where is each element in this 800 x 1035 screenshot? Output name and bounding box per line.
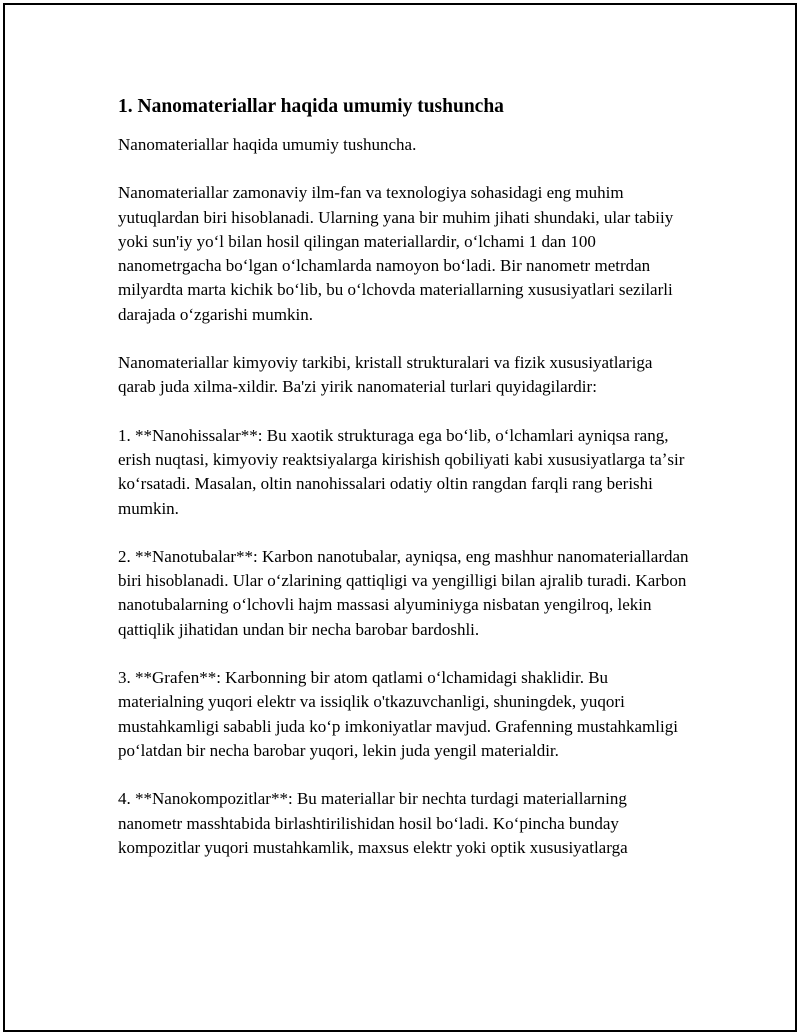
definition-paragraph: Nanomateriallar zamonaviy ilm-fan va texnologiya sohasidagi eng muhim yutuqlardan biri hisoblanadi. Ularning yana bir muhim jihati shundaki, ular tabiiy yoki sun'iy yoʻl bilan hosil qilingan materiallardir, oʻlchami 1 dan 100 nanometrgacha boʻlgan oʻlchamlarda namoyon boʻladi. Bir nanometr metrdan milyardta marta kichik boʻlib, bu oʻlchovda materiallarning xususiyatlari sezilarli darajada oʻzgarishi mumkin. — [118, 183, 674, 324]
list-item-nanotubalar: 2. **Nanotubalar**: Karbon nanotubalar, ayniqsa, eng mashhur nanomateriallardan biri hisoblanadi. Ular oʻzlarining qattiqligi va yengilligi bilan ajralib turadi. Karbon nanotubalarning oʻlchovli hajm massasi alyuminiyga nisbatan yengilroq, lekin qattiqlik jihatidan undan bir necha barobar bardoshli. — [118, 546, 689, 639]
document-body — [118, 95, 690, 884]
list-item-nanohissalar: 1. **Nanohissalar**: Bu xaotik strukturaga ega boʻlib, oʻlchamlari ayniqsa rang, erish nuqtasi, kimyoviy reaktsiyalarga kirishish qobiliyati kabi xususiyatlarga taʼsir koʻrsatadi. Masalan, oltin nanohissalari odatiy oltin rangdan farqli rang berishi mumkin. — [118, 425, 685, 518]
list-item-grafen: 3. **Grafen**: Karbonning bir atom qatlami oʻlchamidagi shaklidir. Bu materialning yuqori elektr va issiqlik o'tkazuvchanligi, shuningdek, yuqori mustahkamligi sababli juda koʻp imkoniyatlar mavjud. Grafenning mustahkamligi poʻlatdan bir necha barobar yuqori, lekin juda yengil materialdir. — [118, 668, 678, 760]
list-item-nanokompozitlar: 4. **Nanokompozitlar**: Bu materiallar bir nechta turdagi materiallarning nanometr masshtabida birlashtirilishidan hosil boʻladi. Koʻpincha bunday kompozitlar yuqori mustahkamlik, maxsus elektr yoki optik xususiyatlarga — [118, 789, 628, 857]
classification-paragraph: Nanomateriallar kimyoviy tarkibi, kristall strukturalari va fizik xususiyatlariga qarab juda xilma-xildir. Ba'zi yirik nanomaterial turlari quyidagilardir: — [118, 353, 653, 397]
section-heading: 1. Nanomateriallar haqida umumiy tushuncha — [118, 96, 504, 117]
intro-paragraph: Nanomateriallar haqida umumiy tushuncha. — [118, 135, 417, 154]
